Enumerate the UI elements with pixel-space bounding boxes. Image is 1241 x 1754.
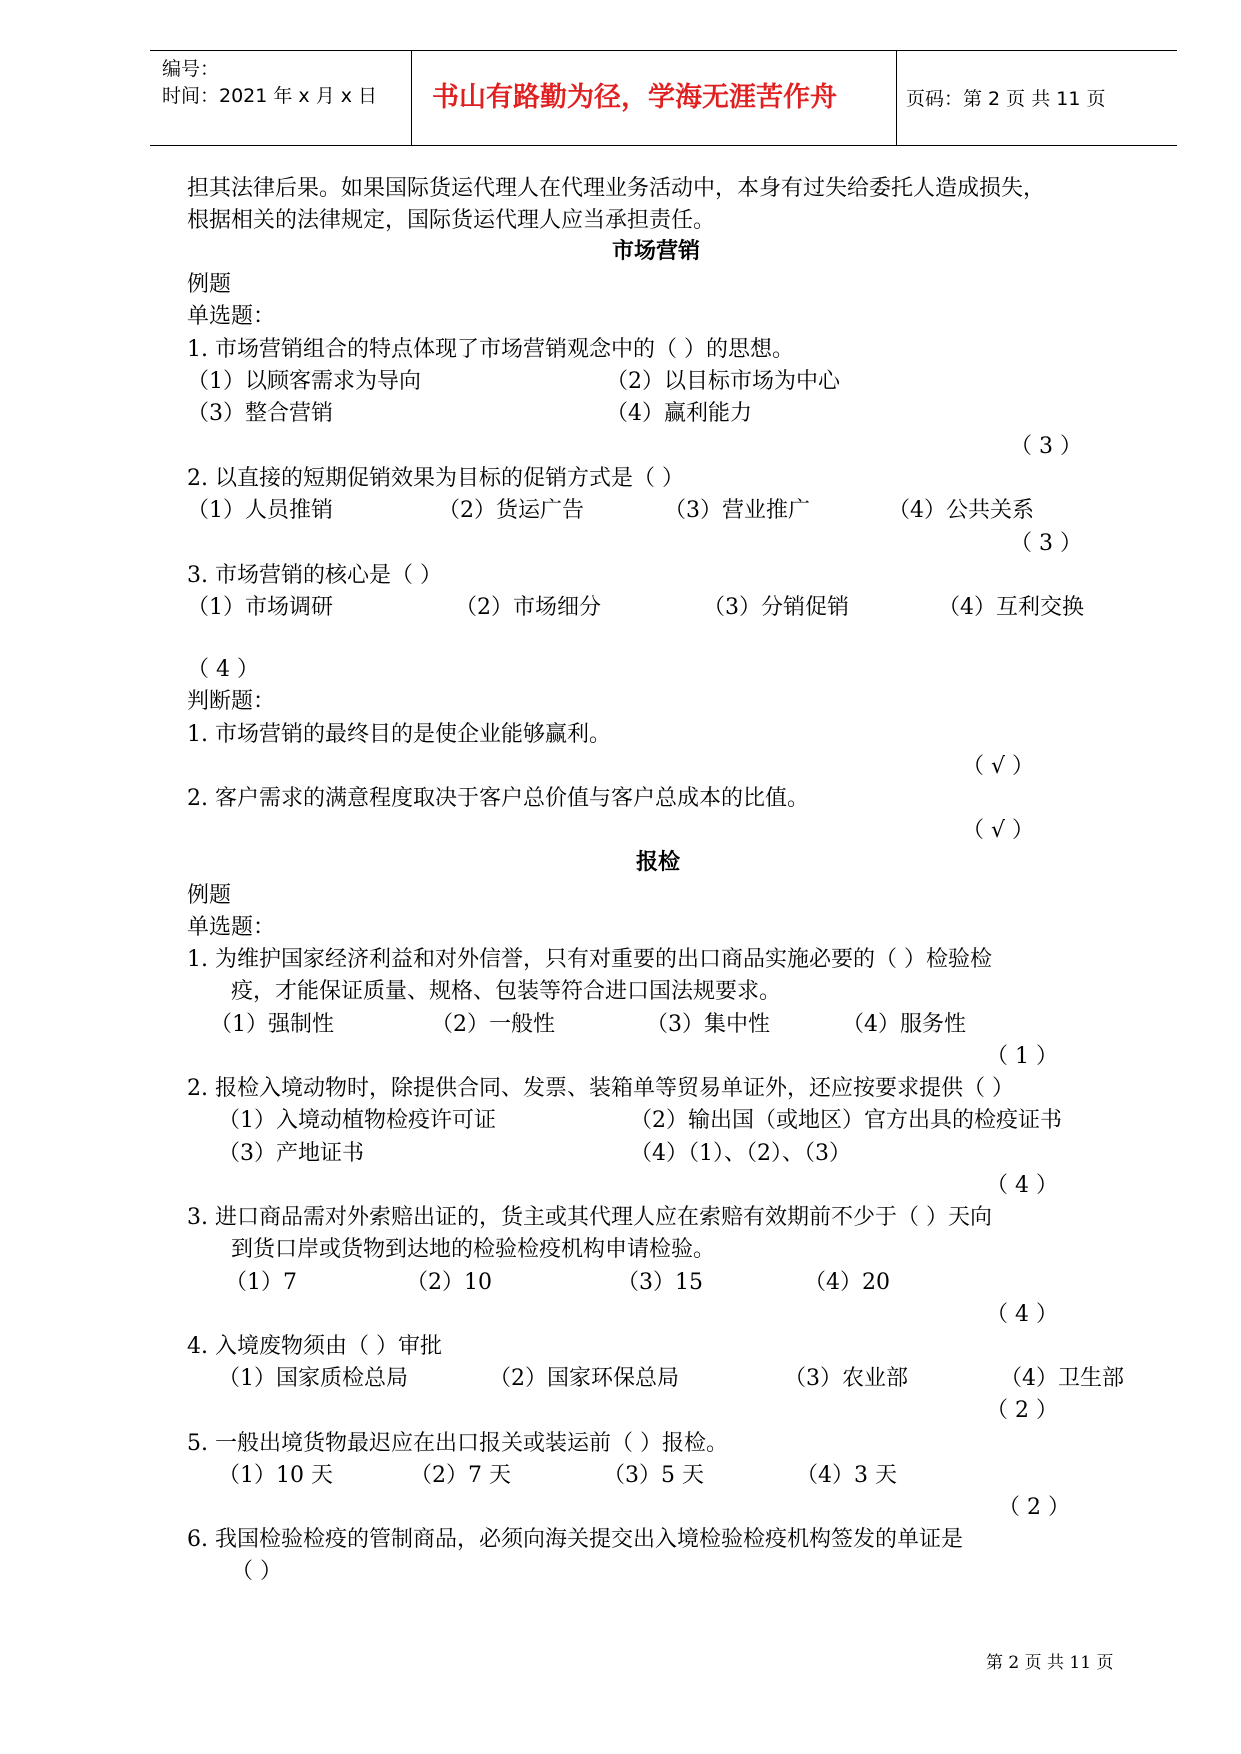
header-motto: 书山有路勤为径，学海无涯苦作舟 (432, 82, 837, 113)
intro-line-1: 担其法律后果。如果国际货运代理人在代理业务活动中，本身有过失给委托人造成损失， (187, 176, 1046, 201)
header-page-label: 页码：第 2 页 共 11 页 (906, 88, 1106, 110)
inspection-question-5-stem: 5. 一般出境货物最迟应在出口报关或装运前（ ）报检。 (187, 1431, 728, 1456)
question-3-option-1: （1）市场调研 (187, 595, 333, 620)
inspection-question-4-option-4: （4）卫生部 (1000, 1366, 1124, 1391)
inspection-question-2-stem: 2. 报检入境动物时，除提供合同、发票、装箱单等贸易单证外，还应按要求提供（ ） (187, 1076, 1014, 1101)
inspection-question-6-stem-cont: （ ） (231, 1559, 282, 1584)
question-2-option-1: （1）人员推销 (187, 498, 333, 523)
question-3-option-3: （3）分销促销 (703, 595, 849, 620)
inspection-question-2-option-2: （2）输出国（或地区）官方出具的检疫证书 (630, 1108, 1062, 1133)
inspection-question-1-stem: 1. 为维护国家经济利益和对外信誉，只有对重要的出口商品实施必要的（ ）检验检 (187, 947, 992, 972)
judge-1-answer: （ √ ） (962, 754, 1035, 779)
judge-label: 判断题： (187, 689, 276, 714)
intro-line-2: 根据相关的法律规定，国际货运代理人应当承担责任。 (187, 208, 716, 233)
footer-page-number: 第 2 页 共 11 页 (986, 1653, 1114, 1673)
example-label: 例题 (187, 272, 232, 297)
question-3-stem: 3. 市场营销的核心是（ ） (187, 563, 442, 588)
inspection-question-5-answer: （ 2 ） (998, 1495, 1070, 1520)
document-number-label: 编号： (162, 58, 220, 80)
question-2-stem: 2. 以直接的短期促销效果为目标的促销方式是（ ） (187, 466, 684, 491)
single-choice-label: 单选题： (187, 915, 276, 940)
question-2-answer: （ 3 ） (1010, 531, 1082, 556)
judge-2-answer: （ √ ） (962, 818, 1035, 843)
inspection-question-4-option-3: （3）农业部 (784, 1366, 908, 1391)
question-1-option-3: （3）整合营销 (187, 401, 333, 426)
inspection-question-1-option-3: （3）集中性 (646, 1012, 770, 1037)
inspection-question-4-answer: （ 2 ） (986, 1398, 1058, 1423)
inspection-question-1-stem-cont: 疫，才能保证质量、规格、包装等符合进口国法规要求。 (231, 979, 782, 1004)
single-choice-label: 单选题： (187, 304, 276, 329)
inspection-question-2-option-4: （4）（1）、（2）、（3） (630, 1141, 851, 1166)
question-1-option-2: （2）以目标市场为中心 (606, 369, 840, 394)
inspection-question-1-option-1: （1）强制性 (210, 1012, 334, 1037)
question-3-option-4: （4）互利交换 (938, 595, 1084, 620)
header-bottom-rule (150, 145, 1177, 146)
inspection-question-6-stem: 6. 我国检验检疫的管制商品，必须向海关提交出入境检验检疫机构签发的单证是 (187, 1527, 963, 1552)
judge-2-stem: 2. 客户需求的满意程度取决于客户总价值与客户总成本的比值。 (187, 786, 809, 811)
inspection-question-1-option-2: （2）一般性 (431, 1012, 555, 1037)
judge-1-stem: 1. 市场营销的最终目的是使企业能够赢利。 (187, 722, 611, 747)
question-2-option-4: （4）公共关系 (888, 498, 1034, 523)
question-1-answer: （ 3 ） (1010, 434, 1082, 459)
header-divider-right (896, 50, 897, 146)
question-1-option-4: （4）赢利能力 (606, 401, 752, 426)
inspection-question-2-answer: （ 4 ） (986, 1173, 1058, 1198)
inspection-question-4-stem: 4. 入境废物须由（ ）审批 (187, 1334, 442, 1359)
inspection-question-3-stem-cont: 到货口岸或货物到达地的检验检疫机构申请检验。 (231, 1237, 716, 1262)
inspection-question-3-answer: （ 4 ） (986, 1302, 1058, 1327)
example-label: 例题 (187, 883, 232, 908)
inspection-question-1-option-4: （4）服务性 (842, 1012, 966, 1037)
inspection-question-2-option-3: （3）产地证书 (218, 1141, 364, 1166)
inspection-question-4-option-1: （1）国家质检总局 (218, 1366, 408, 1391)
question-2-option-3: （3）营业推广 (664, 498, 810, 523)
inspection-question-5-option-1: （1）10 天 (218, 1463, 333, 1488)
question-3-option-2: （2）市场细分 (455, 595, 601, 620)
section-title-inspection: 报检 (636, 850, 681, 875)
inspection-question-3-option-2: （2）10 (406, 1270, 492, 1295)
document-time-label: 时间：2021 年 x 月 x 日 (162, 85, 378, 107)
question-1-stem: 1. 市场营销组合的特点体现了市场营销观念中的（ ）的思想。 (187, 337, 794, 362)
section-title-marketing: 市场营销 (612, 239, 701, 264)
inspection-question-5-option-3: （3）5 天 (603, 1463, 704, 1488)
inspection-question-3-option-3: （3）15 (617, 1270, 703, 1295)
header-top-rule (150, 50, 1177, 51)
inspection-question-4-option-2: （2）国家环保总局 (489, 1366, 679, 1391)
inspection-question-3-option-4: （4）20 (804, 1270, 890, 1295)
inspection-question-2-option-1: （1）入境动植物检疫许可证 (218, 1108, 496, 1133)
question-3-answer: （ 4 ） (187, 657, 259, 682)
question-2-option-2: （2）货运广告 (438, 498, 584, 523)
inspection-question-1-answer: （ 1 ） (986, 1044, 1058, 1069)
inspection-question-3-stem: 3. 进口商品需对外索赔出证的，货主或其代理人应在索赔有效期前不少于（ ）天向 (187, 1205, 992, 1230)
header-divider-left (411, 50, 412, 146)
inspection-question-5-option-4: （4）3 天 (796, 1463, 897, 1488)
inspection-question-5-option-2: （2）7 天 (410, 1463, 511, 1488)
inspection-question-3-option-1: （1）7 (225, 1270, 297, 1295)
question-1-option-1: （1）以顾客需求为导向 (187, 369, 421, 394)
